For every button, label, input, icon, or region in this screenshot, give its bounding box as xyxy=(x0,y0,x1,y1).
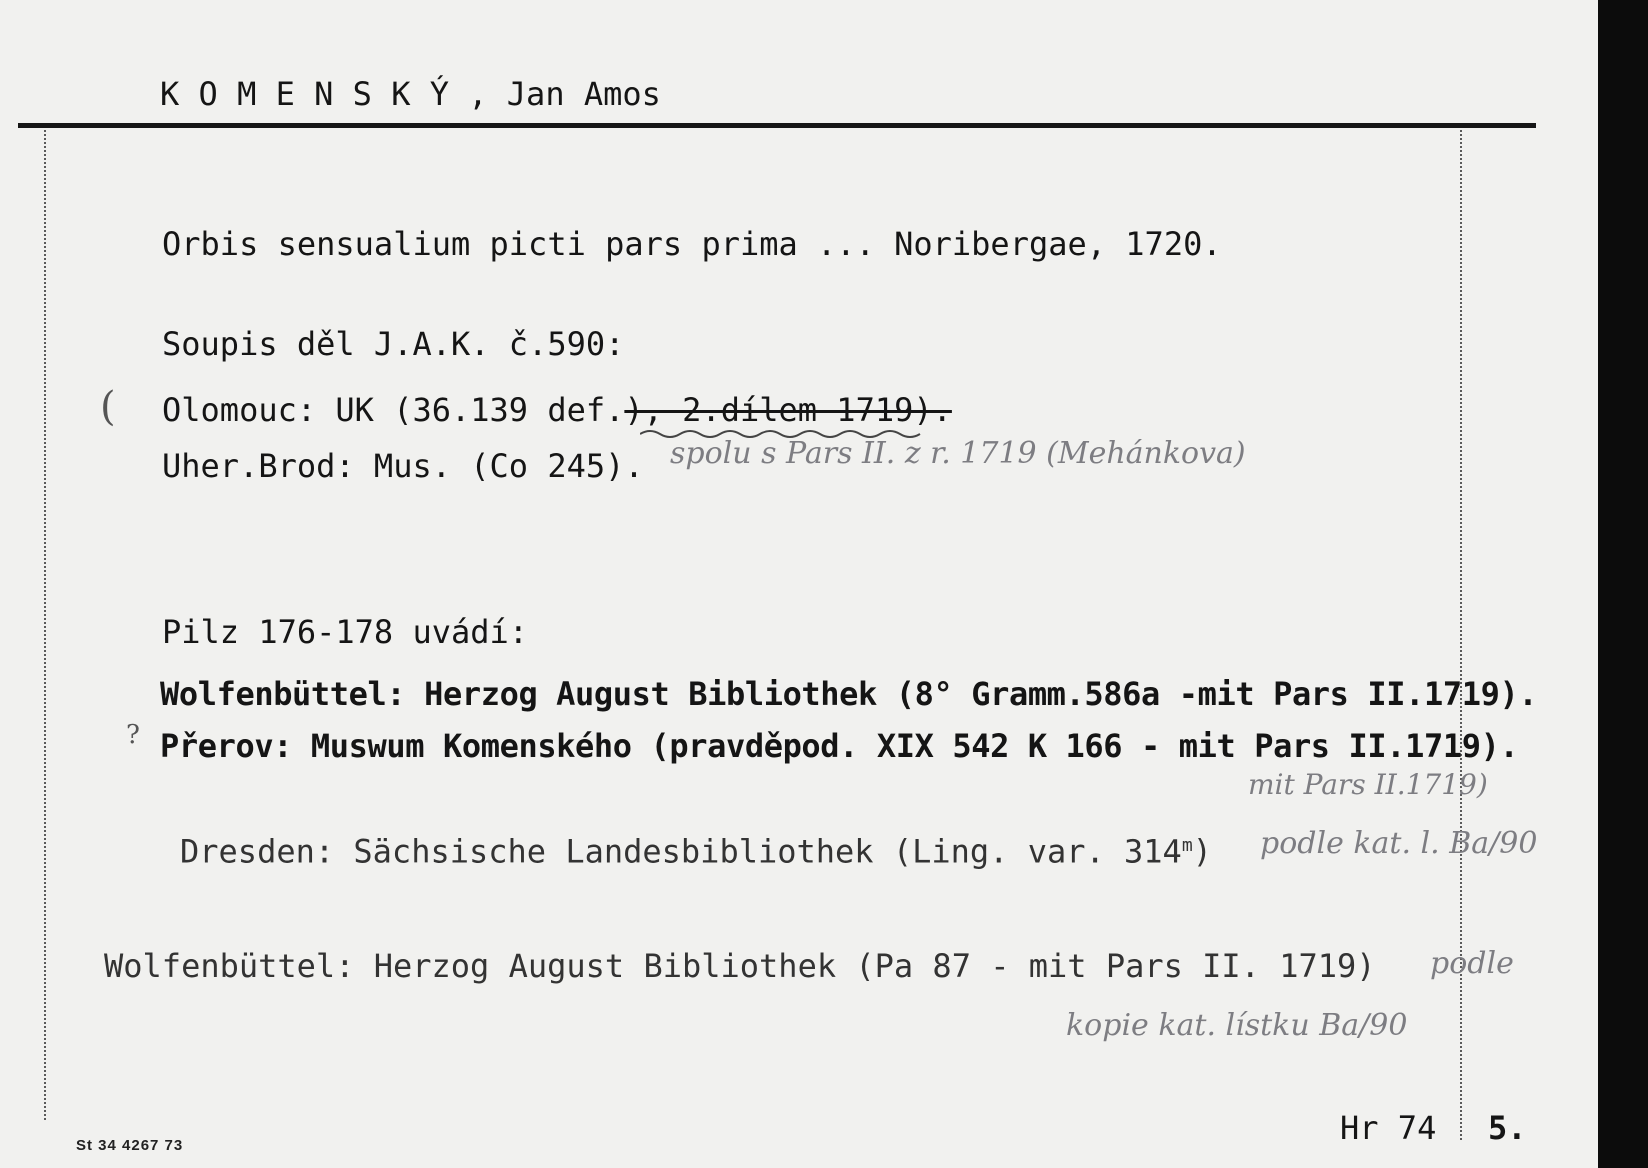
handwritten-uher-note: spolu s Pars II. z r. 1719 (Mehánkova) xyxy=(670,436,1246,471)
handwritten-wolf2-note: podle xyxy=(1430,946,1514,981)
margin-bracket: ( xyxy=(100,384,116,430)
shelf-mark-number: 5. xyxy=(1488,1109,1527,1147)
printer-code: St 34 4267 73 xyxy=(76,1137,184,1154)
wolfenbuttel-line-2: Wolfenbüttel: Herzog August Bibliothek (Pa 87 - mit Pars II. 1719) xyxy=(104,947,1376,985)
margin-question-mark: ? xyxy=(126,720,140,750)
uher-brod-line: Uher.Brod: Mus. (Co 245). xyxy=(162,447,644,485)
left-margin-line xyxy=(44,130,46,1120)
dresden-line: Dresden: Sächsische Landesbibliothek (Ling. var. 314$^m$) xyxy=(180,832,1212,871)
olomouc-struck-text: ), 2.dílem 1719). xyxy=(624,391,952,429)
wolfenbuttel-line-1: Wolfenbüttel: Herzog August Bibliothek (8° Gramm.586a -mit Pars II.1719). xyxy=(160,675,1538,713)
olomouc-text: Olomouc: UK (36.139 def. xyxy=(162,391,625,429)
shelf-mark: Hr 74 xyxy=(1340,1109,1437,1147)
card-heading: K O M E N S K Ý , Jan Amos xyxy=(160,75,661,113)
prerov-line: Přerov: Muswum Komenského (pravděpod. XIX 542 K 166 - mit Pars II.1719). xyxy=(160,727,1519,765)
title-line: Orbis sensualium picti pars prima ... Noribergae, 1720. xyxy=(162,225,1222,263)
dresden-superscript: m xyxy=(1181,835,1193,856)
scan-edge xyxy=(1598,0,1648,1168)
soupis-line: Soupis děl J.A.K. č.590: xyxy=(162,325,625,363)
pilz-line: Pilz 176-178 uvádí: xyxy=(162,613,529,651)
handwritten-wolf2-note-2: kopie kat. lístku Ba/90 xyxy=(1066,1008,1408,1043)
handwritten-dresden-note: podle kat. l. Ba/90 xyxy=(1260,826,1538,861)
right-margin-line xyxy=(1460,130,1462,1140)
heading-rule xyxy=(18,123,1536,128)
olomouc-line xyxy=(162,390,952,430)
dresden-text: Dresden: Sächsische Landesbibliothek (Ling. var. 314 xyxy=(180,832,1182,871)
handwritten-mit-pars: mit Pars II.1719) xyxy=(1248,768,1488,801)
